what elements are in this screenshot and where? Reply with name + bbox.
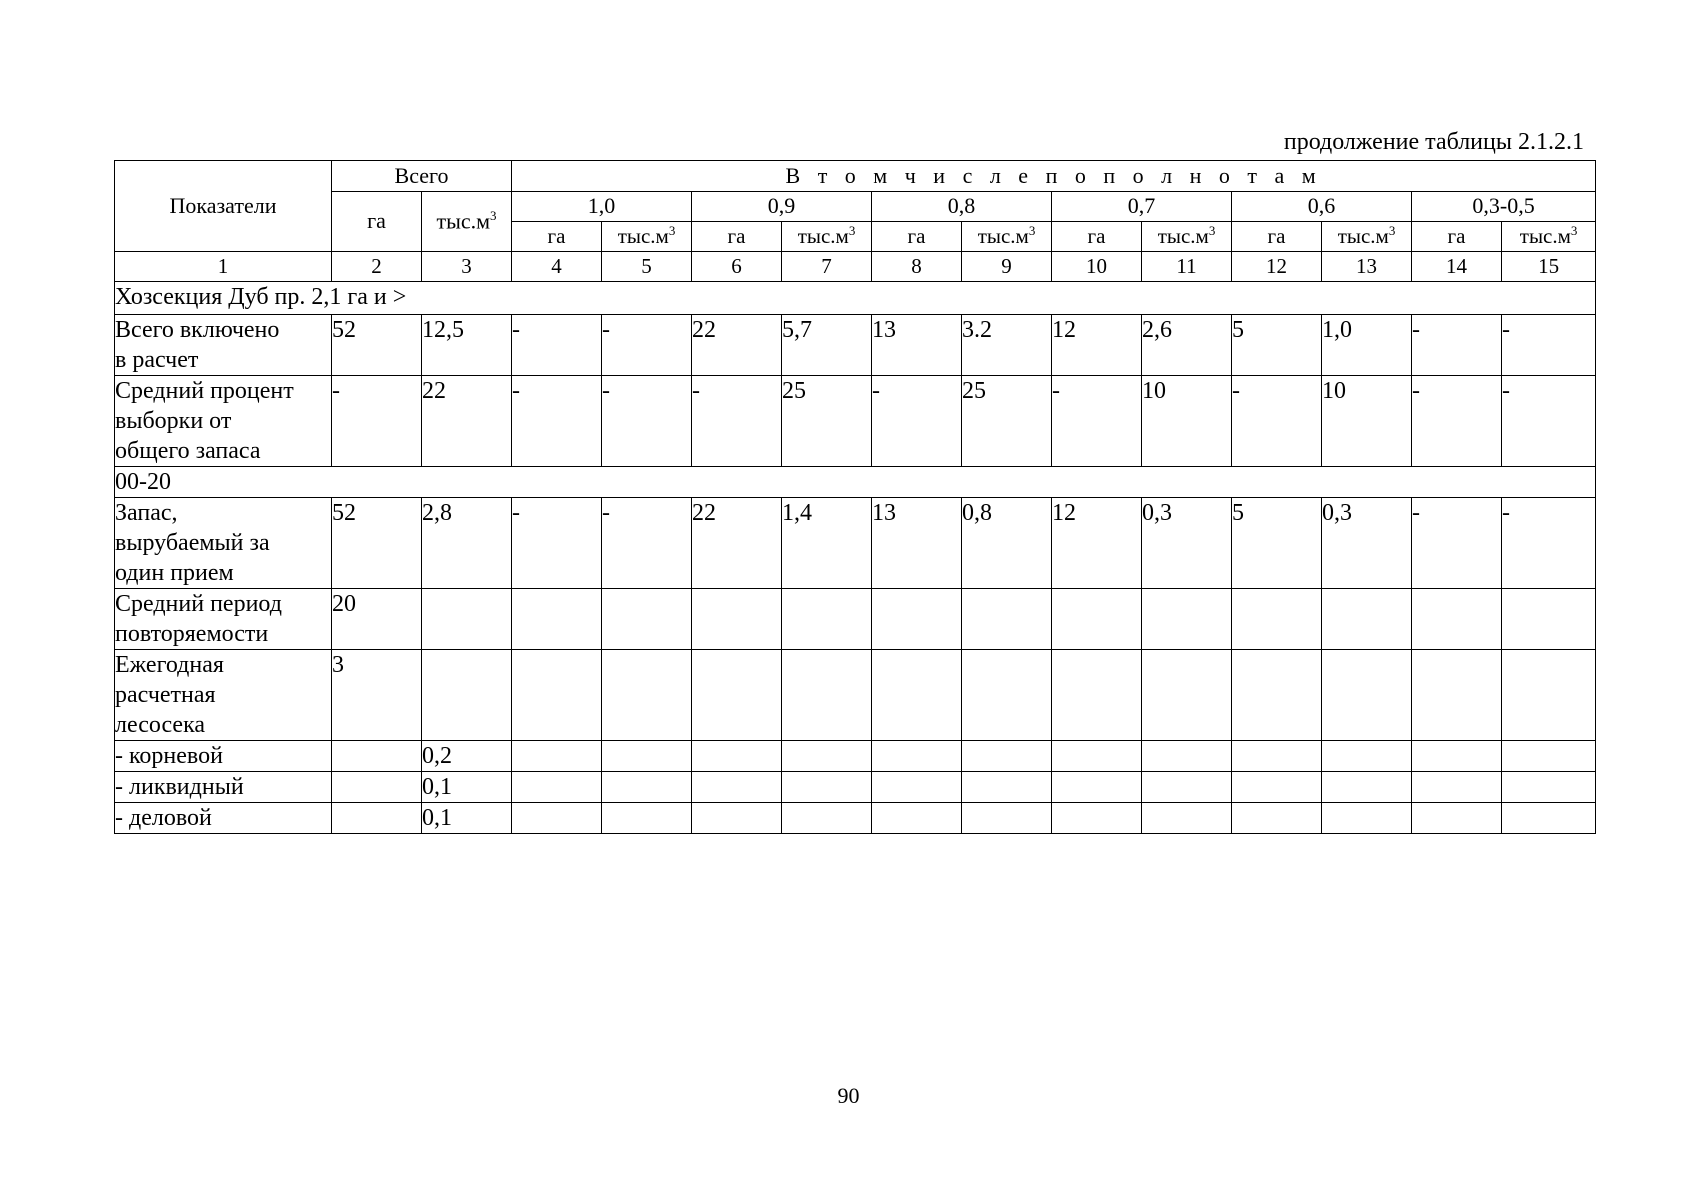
table-cell <box>692 589 782 650</box>
table-cell: - <box>602 498 692 589</box>
column-number: 1 <box>115 252 332 282</box>
row-label: Средний период повторяемости <box>115 589 332 650</box>
table-cell <box>602 589 692 650</box>
header-ha: га <box>872 222 962 252</box>
table-cell: 2,8 <box>422 498 512 589</box>
column-number: 9 <box>962 252 1052 282</box>
table-row <box>115 803 1596 834</box>
table-cell: - <box>1052 376 1142 467</box>
table-cell <box>512 741 602 772</box>
header-total: Всего <box>332 161 512 192</box>
section-row <box>115 282 1596 315</box>
table-cell: - <box>1232 376 1322 467</box>
table-cell <box>1412 650 1502 741</box>
row-label: Ежегодная расчетная лесосека <box>115 650 332 741</box>
table-cell <box>512 589 602 650</box>
table-cell <box>782 741 872 772</box>
header-total-volume: $тыс.м^3$ <box>422 192 512 252</box>
table-cell <box>962 650 1052 741</box>
table-cell <box>422 589 512 650</box>
column-number: 2 <box>332 252 422 282</box>
table-cell <box>1412 589 1502 650</box>
header-ha: га <box>512 222 602 252</box>
table-cell <box>602 741 692 772</box>
forest-table <box>114 160 1596 834</box>
table-cell <box>1502 772 1596 803</box>
table-cell <box>512 803 602 834</box>
header-volume: $тыс.м^3$ <box>1142 222 1232 252</box>
table-cell: 5 <box>1232 315 1322 376</box>
table-cell <box>332 772 422 803</box>
table-cell <box>1412 803 1502 834</box>
table-cell <box>782 772 872 803</box>
table-cell: - <box>872 376 962 467</box>
row-label: - деловой <box>115 803 332 834</box>
table-cell: 0,8 <box>962 498 1052 589</box>
table-row <box>115 589 1596 650</box>
table-cell <box>1502 741 1596 772</box>
table-cell <box>1412 741 1502 772</box>
table-cell: 13 <box>872 498 962 589</box>
header-row-2 <box>115 192 1596 222</box>
header-volume: $тыс.м^3$ <box>962 222 1052 252</box>
header-total-ha: га <box>332 192 422 252</box>
table-cell <box>962 772 1052 803</box>
column-number: 8 <box>872 252 962 282</box>
table-cell: 12,5 <box>422 315 512 376</box>
column-number: 7 <box>782 252 872 282</box>
table-cell: - <box>1412 376 1502 467</box>
row-label: - корневой <box>115 741 332 772</box>
table-cell: 10 <box>1322 376 1412 467</box>
header-density: 1,0 <box>512 192 692 222</box>
section-title: Хозсекция Дуб пр. 2,1 га и > <box>115 282 1596 315</box>
table-cell: 3 <box>332 650 422 741</box>
header-density: 0,3-0,5 <box>1412 192 1596 222</box>
table-row <box>115 376 1596 467</box>
table-cell: - <box>1502 376 1596 467</box>
table-cell <box>602 772 692 803</box>
header-density: 0,7 <box>1052 192 1232 222</box>
table-cell <box>692 772 782 803</box>
table-cell: 12 <box>1052 498 1142 589</box>
header-density: 0,8 <box>872 192 1052 222</box>
table-cell <box>1052 589 1142 650</box>
table-cell: 0,3 <box>1322 498 1412 589</box>
table-cell: 1,0 <box>1322 315 1412 376</box>
table-cell: 3.2 <box>962 315 1052 376</box>
table-cell <box>782 803 872 834</box>
row-label: Запас, вырубаемый за один прием <box>115 498 332 589</box>
header-ha: га <box>692 222 782 252</box>
column-number: 5 <box>602 252 692 282</box>
table-body <box>115 282 1596 834</box>
table-cell <box>962 803 1052 834</box>
table-cell <box>602 650 692 741</box>
table-cell <box>1052 650 1142 741</box>
header-ha: га <box>1052 222 1142 252</box>
table-cell <box>1142 772 1232 803</box>
table-cell: - <box>332 376 422 467</box>
table-cell <box>1052 803 1142 834</box>
column-number: 13 <box>1322 252 1412 282</box>
table-cell: 25 <box>782 376 872 467</box>
table-cell <box>692 741 782 772</box>
table-row <box>115 741 1596 772</box>
table-cell: 2,6 <box>1142 315 1232 376</box>
table-cell: 0,1 <box>422 803 512 834</box>
table-cell <box>782 650 872 741</box>
table-cell: 25 <box>962 376 1052 467</box>
table-cell <box>1142 650 1232 741</box>
header-density: 0,6 <box>1232 192 1412 222</box>
table-cell: 52 <box>332 315 422 376</box>
table-caption: продолжение таблицы 2.1.2.1 <box>1283 129 1584 155</box>
header-row-1 <box>115 161 1596 192</box>
table-cell <box>872 589 962 650</box>
header-volume: $тыс.м^3$ <box>1502 222 1596 252</box>
header-volume: $тыс.м^3$ <box>602 222 692 252</box>
table-row <box>115 498 1596 589</box>
table-cell: - <box>1502 315 1596 376</box>
table-cell <box>1322 650 1412 741</box>
table-cell <box>962 589 1052 650</box>
table-cell <box>1232 650 1322 741</box>
page-number: 90 <box>837 1083 860 1108</box>
table-cell: 12 <box>1052 315 1142 376</box>
table-cell <box>1502 589 1596 650</box>
table-cell: - <box>602 315 692 376</box>
table-cell <box>1142 589 1232 650</box>
column-number: 4 <box>512 252 602 282</box>
table-cell: - <box>512 315 602 376</box>
table-cell: 52 <box>332 498 422 589</box>
table-cell: 1,4 <box>782 498 872 589</box>
table-cell <box>1322 589 1412 650</box>
header-volume: $тыс.м^3$ <box>782 222 872 252</box>
table-cell <box>512 772 602 803</box>
table-cell <box>1322 772 1412 803</box>
table-cell: 5 <box>1232 498 1322 589</box>
column-number-row <box>115 252 1596 282</box>
table-cell: 22 <box>422 376 512 467</box>
header-density: 0,9 <box>692 192 872 222</box>
table-cell: - <box>602 376 692 467</box>
table-cell <box>1142 803 1232 834</box>
column-number: 15 <box>1502 252 1596 282</box>
table-cell: 0,1 <box>422 772 512 803</box>
table-cell: 0,3 <box>1142 498 1232 589</box>
table-cell: - <box>512 376 602 467</box>
table-cell <box>1412 772 1502 803</box>
table-cell <box>1502 803 1596 834</box>
table-cell <box>1232 589 1322 650</box>
table-cell <box>692 650 782 741</box>
table-cell: - <box>1412 315 1502 376</box>
row-label: - ликвидный <box>115 772 332 803</box>
table-row <box>115 315 1596 376</box>
column-number: 14 <box>1412 252 1502 282</box>
column-number: 6 <box>692 252 782 282</box>
row-label: Всего включено в расчет <box>115 315 332 376</box>
section-title: 00-20 <box>115 467 1596 498</box>
table-cell <box>512 650 602 741</box>
table-cell <box>1322 741 1412 772</box>
table-cell: 10 <box>1142 376 1232 467</box>
table-cell <box>332 803 422 834</box>
header-ha: га <box>1412 222 1502 252</box>
table-cell <box>1142 741 1232 772</box>
column-number: 10 <box>1052 252 1142 282</box>
column-number: 11 <box>1142 252 1232 282</box>
table-cell <box>1232 741 1322 772</box>
table-cell <box>1232 772 1322 803</box>
table-cell: 22 <box>692 315 782 376</box>
table-cell <box>1232 803 1322 834</box>
table-cell <box>332 741 422 772</box>
header-ha: га <box>1232 222 1322 252</box>
table-cell <box>1052 741 1142 772</box>
table-cell: 5,7 <box>782 315 872 376</box>
table-cell <box>872 803 962 834</box>
table-cell: 22 <box>692 498 782 589</box>
row-label: Средний процент выборки от общего запаса <box>115 376 332 467</box>
table-cell <box>872 741 962 772</box>
column-number: 12 <box>1232 252 1322 282</box>
section-row <box>115 467 1596 498</box>
header-indicators: Показатели <box>115 161 332 252</box>
column-number: 3 <box>422 252 512 282</box>
table-cell <box>872 650 962 741</box>
table-cell: 20 <box>332 589 422 650</box>
table-row <box>115 650 1596 741</box>
table-cell <box>962 741 1052 772</box>
table-cell <box>1502 650 1596 741</box>
table-cell: - <box>1412 498 1502 589</box>
table-cell: 13 <box>872 315 962 376</box>
table-cell <box>1322 803 1412 834</box>
table-cell: 0,2 <box>422 741 512 772</box>
table-row <box>115 772 1596 803</box>
table-cell: - <box>512 498 602 589</box>
table-cell <box>692 803 782 834</box>
header-volume: $тыс.м^3$ <box>1322 222 1412 252</box>
table-cell <box>872 772 962 803</box>
table-cell <box>782 589 872 650</box>
header-by-density: В т о м ч и с л е п о п о л н о т а м <box>512 161 1596 192</box>
table-cell: - <box>1502 498 1596 589</box>
table-cell <box>1052 772 1142 803</box>
table-cell: - <box>692 376 782 467</box>
table-cell <box>602 803 692 834</box>
table-cell <box>422 650 512 741</box>
